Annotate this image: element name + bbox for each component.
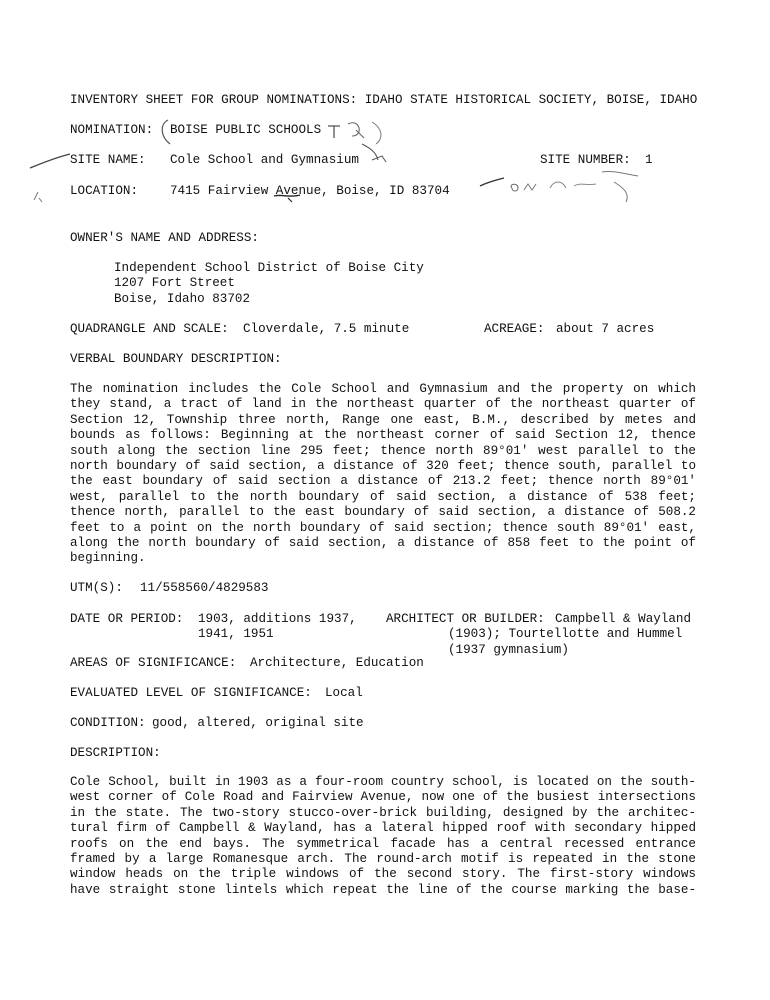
condition-value: good, altered, original site (152, 716, 364, 730)
areas-label: AREAS OF SIGNIFICANCE: (70, 656, 237, 670)
boundary-line: thence north, parallel to the east boundary of said section, a distance of 508.2 (70, 505, 696, 520)
owner-line-1: Independent School District of Boise City (114, 261, 424, 275)
architect-label: ARCHITECT OR BUILDER: (386, 612, 545, 626)
description-line: window heads on the triple windows of the second story. The first-story windows (70, 867, 696, 882)
quadrangle-value: Cloverdale, 7.5 minute (243, 322, 410, 336)
boundary-line: Section 12, Township three north, Range one east, B.M., described by metes and (70, 412, 696, 427)
boundary-line: feet to a point on the north boundary of said section; thence south 89°01' east, (70, 520, 696, 535)
description-paragraph (70, 775, 696, 898)
location-value: 7415 Fairview Avenue, Boise, ID 83704 (170, 184, 450, 198)
date-line-2: 1941, 1951 (198, 627, 274, 641)
description-line: framed by a large Romanesque arch. The round-arch motif is repeated in the stone (70, 852, 696, 867)
description-line: roofs on the end bays. The symmetrical facade has a central recessed entrance (70, 836, 696, 851)
document-title: INVENTORY SHEET FOR GROUP NOMINATIONS: IDAHO STATE HISTORICAL SOCIETY, BOISE, IDAHO (70, 93, 698, 107)
boundary-line: they stand, a tract of land in the northeast quarter of the northeast quarter of (70, 397, 696, 412)
pencil-check-mark (28, 150, 72, 172)
description-line: in the state. The two-story stucco-over-brick building, designed by the architec- (70, 805, 696, 820)
description-line: west corner of Cole Road and Fairview Avenue, now one of the busiest intersections (70, 790, 696, 805)
location-label: LOCATION: (70, 184, 139, 198)
boundary-line: bounds as follows: Beginning at the northeast corner of said Section 12, thence (70, 428, 696, 443)
condition-label: CONDITION: (70, 716, 146, 730)
pencil-tick-mark (30, 186, 50, 206)
description-line: Cole School, built in 1903 as a four-room country school, is located on the south- (70, 775, 696, 789)
owner-label: OWNER'S NAME AND ADDRESS: (70, 231, 259, 245)
boundary-line: north boundary of said section, a distance of 320 feet; thence south, parallel to (70, 459, 696, 474)
site-number-label: SITE NUMBER: (540, 153, 631, 167)
description-line: tural firm of Campbell & Wayland, has a lateral hipped roof with secondary hipped (70, 821, 696, 836)
level-label: EVALUATED LEVEL OF SIGNIFICANCE: (70, 686, 312, 700)
utm-label: UTM(S): (70, 581, 123, 595)
boundary-label: VERBAL BOUNDARY DESCRIPTION: (70, 352, 282, 366)
owner-line-3: Boise, Idaho 83702 (114, 292, 251, 306)
areas-value: Architecture, Education (250, 656, 424, 670)
description-line: have straight stone lintels which repeat the line of the course marking the base- (70, 882, 696, 897)
date-label: DATE OR PERIOD: (70, 612, 184, 626)
architect-line-3: (1937 gymnasium) (448, 643, 569, 657)
date-line-1: 1903, additions 1937, (198, 612, 357, 626)
site-number-value: 1 (645, 153, 653, 167)
boundary-line: beginning. (70, 551, 146, 566)
pencil-annotation-scribble (478, 168, 648, 206)
boundary-line: west, parallel to the north boundary of said section, a distance of 538 feet; (70, 489, 696, 504)
quadrangle-label: QUADRANGLE AND SCALE: (70, 322, 229, 336)
boundary-line: south along the section line 295 feet; thence north 89°01' west parallel to the (70, 443, 696, 458)
nomination-label: NOMINATION: (70, 123, 154, 137)
site-name-value: Cole School and Gymnasium (170, 153, 359, 167)
nomination-value: BOISE PUBLIC SCHOOLS (170, 123, 322, 137)
site-name-label: SITE NAME: (70, 153, 146, 167)
boundary-line: along the north boundary of said section, a distance of 858 feet to the point of (70, 536, 696, 551)
pencil-arrow-mark (360, 140, 400, 168)
boundary-line: The nomination includes the Cole School and Gymnasium and the property on which (70, 382, 696, 396)
architect-line-1: Campbell & Wayland (555, 612, 692, 626)
acreage-value: about 7 acres (556, 322, 655, 336)
level-value: Local (325, 686, 363, 700)
boundary-line: the east boundary of said section a distance of 213.2 feet; thence north 89°01' (70, 474, 696, 489)
acreage-label: ACREAGE: (484, 322, 545, 336)
utm-value: 11/558560/4829583 (140, 581, 269, 595)
description-label: DESCRIPTION: (70, 746, 161, 760)
architect-line-2: (1903); Tourtellotte and Hummel (448, 627, 683, 641)
boundary-paragraph (70, 382, 696, 567)
owner-line-2: 1207 Fort Street (114, 276, 235, 290)
